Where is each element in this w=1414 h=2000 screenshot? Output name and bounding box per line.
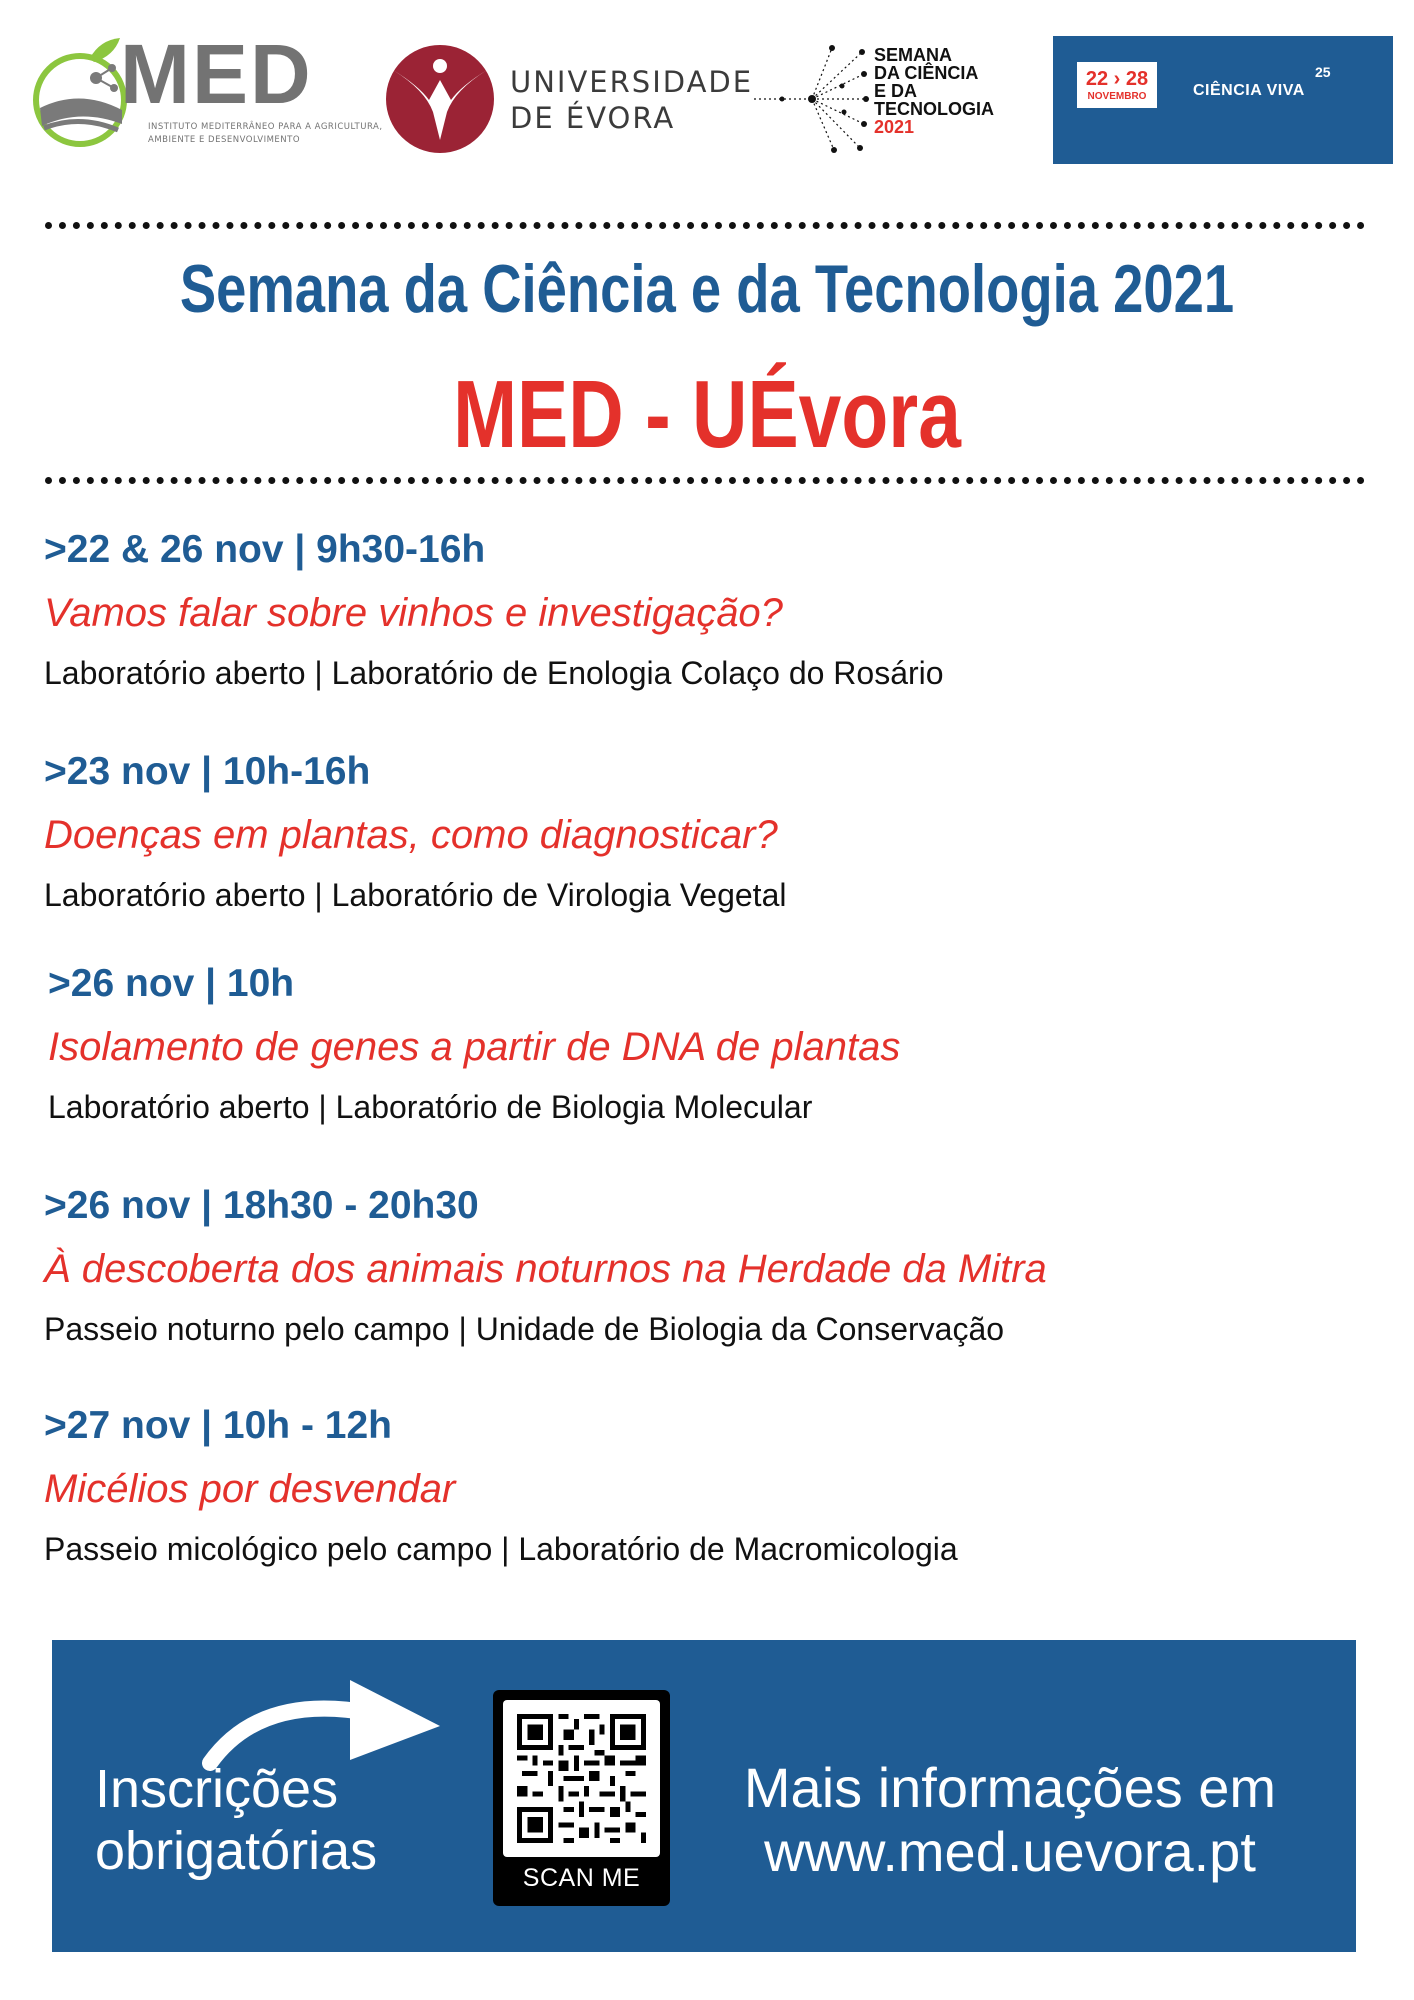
network-dots-icon — [752, 44, 870, 154]
page-title: Semana da Ciência e da Tecnologia 2021 — [179, 251, 1235, 327]
med-subtitle-line1: INSTITUTO MEDITERRÂNEO PARA A AGRICULTURA, — [148, 122, 383, 132]
med-subtitle — [148, 121, 388, 147]
more-info-text — [690, 1756, 1330, 1884]
website-link[interactable]: www.med.uevora.pt — [764, 1820, 1256, 1883]
qr-code[interactable] — [493, 1690, 670, 1906]
event-4-datetime: >26 nov | 18h30 - 20h30 — [44, 1184, 479, 1227]
event-5-description: Passeio micológico pelo campo | Laboratório de Macromicologia — [44, 1531, 958, 1567]
med-subtitle-line2: AMBIENTE E DESENVOLVIMENTO — [148, 135, 301, 145]
event-2 — [44, 752, 786, 911]
event-4-title: À descoberta dos animais noturnos na Herdade da Mitra — [44, 1247, 1047, 1291]
uevora-name — [510, 64, 753, 136]
sct-year: 2021 — [874, 117, 915, 137]
ciencia-viva-badge — [1053, 36, 1393, 164]
event-5 — [44, 1406, 958, 1565]
event-2-title: Doenças em plantas, como diagnosticar? — [44, 813, 778, 857]
event-1-datetime: >22 & 26 nov | 9h30-16h — [44, 528, 486, 571]
event-4-description: Passeio noturno pelo campo | Unidade de Biologia da Conservação — [44, 1311, 1005, 1347]
event-3-title: Isolamento de genes a partir de DNA de plantas — [48, 1025, 901, 1069]
qr-code-icon — [517, 1714, 646, 1843]
sct-logo-text — [874, 46, 994, 136]
sct-line2: DA CIÊNCIA — [874, 63, 979, 83]
event-3-description: Laboratório aberto | Laboratório de Biologia Molecular — [48, 1089, 813, 1125]
sct-line4: TECNOLOGIA — [874, 99, 994, 119]
event-1 — [44, 530, 944, 689]
dotted-divider-top — [45, 222, 1365, 229]
sct-line3: E DA — [874, 81, 918, 101]
event-1-description: Laboratório aberto | Laboratório de Enologia Colaço do Rosário — [44, 655, 944, 691]
page-subtitle: MED - UÉvora — [453, 361, 961, 468]
uevora-logo-icon — [385, 40, 495, 158]
event-1-title: Vamos falar sobre vinhos e investigação? — [44, 591, 783, 635]
event-month: NOVEMBRO — [1087, 91, 1147, 102]
event-4 — [44, 1186, 1047, 1345]
event-2-datetime: >23 nov | 10h-16h — [44, 750, 371, 793]
scan-me-label: SCAN ME — [522, 1864, 641, 1892]
event-5-datetime: >27 nov | 10h - 12h — [44, 1404, 392, 1447]
event-dates: 22 › 28 — [1085, 68, 1149, 90]
event-3-datetime: >26 nov | 10h — [48, 962, 295, 1005]
uevora-line1: UNIVERSIDADE — [510, 65, 754, 99]
sct-network-graphic — [752, 44, 870, 154]
dotted-divider-bottom — [45, 477, 1365, 484]
anniversary-number: 25 — [1315, 64, 1331, 80]
event-2-description: Laboratório aberto | Laboratório de Virologia Vegetal — [44, 877, 787, 913]
more-info-line1: Mais informações em — [743, 1756, 1277, 1819]
ciencia-viva-name: CIÊNCIA VIVA — [1193, 82, 1305, 99]
med-wordmark: MED — [120, 27, 313, 121]
registration-line1: Inscrições — [95, 1759, 339, 1819]
event-3 — [48, 964, 900, 1123]
qr-code-panel — [503, 1700, 660, 1857]
uevora-emblem — [385, 40, 495, 158]
uevora-line2: DE ÉVORA — [510, 101, 676, 135]
event-5-title: Micélios por desvendar — [44, 1467, 456, 1511]
registration-line2: obrigatórias — [95, 1821, 378, 1881]
sct-line1: SEMANA — [874, 45, 953, 65]
event-dates-box — [1077, 62, 1157, 108]
registration-text — [95, 1758, 377, 1882]
